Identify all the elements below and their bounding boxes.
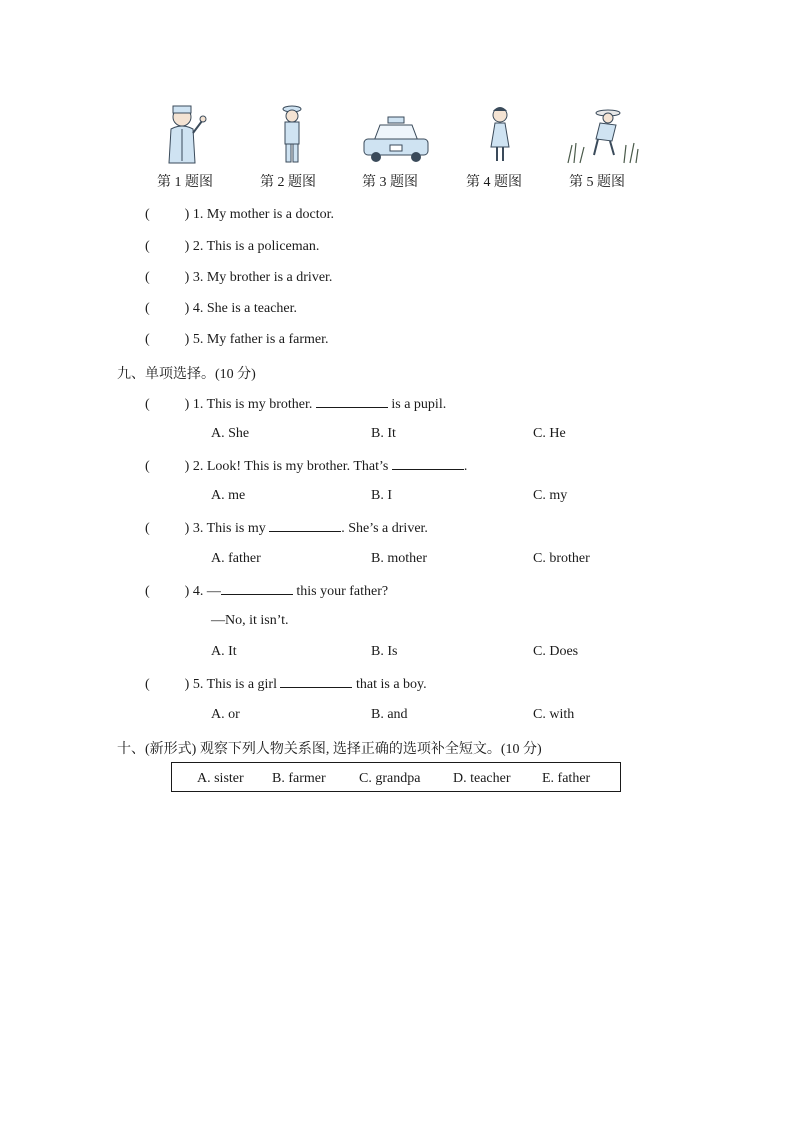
question-text-after: that is a boy. xyxy=(355,677,427,692)
question-text-after: . xyxy=(463,459,468,474)
matching-item-1 xyxy=(145,207,334,223)
figure-caption-5: 第 5 题图 xyxy=(569,175,625,190)
section-10-title: 十、(新形式) 观察下列人物关系图, 选择正确的选项补全短文。(10 分) xyxy=(117,742,542,757)
figure-5 xyxy=(564,103,644,165)
answer-blank[interactable] xyxy=(392,457,464,470)
question-text-after: . She’s a driver. xyxy=(341,521,428,536)
option-b[interactable]: B. and xyxy=(371,707,408,722)
answer-blank[interactable] xyxy=(269,519,341,532)
question-4-answer-line: —No, it isn’t. xyxy=(211,613,289,628)
option-c[interactable]: C. He xyxy=(533,426,566,441)
option-c[interactable]: C. my xyxy=(533,488,568,503)
item-text: My mother is a doctor. xyxy=(206,207,334,222)
question-text-after: this your father? xyxy=(296,584,389,599)
nurse-teacher-icon xyxy=(460,103,540,165)
option-b[interactable]: B. I xyxy=(371,488,392,503)
item-number: ) 3. xyxy=(184,270,204,285)
matching-item-5 xyxy=(145,332,329,348)
matching-item-4 xyxy=(145,301,297,317)
item-text: My brother is a driver. xyxy=(206,270,333,285)
question-5 xyxy=(145,675,427,693)
item-text: My father is a farmer. xyxy=(206,332,329,347)
answer-paren[interactable]: ( xyxy=(145,301,150,316)
figure-3 xyxy=(356,103,436,165)
word-option-a: A. sister xyxy=(197,771,244,786)
answer-paren[interactable]: ( xyxy=(145,332,150,347)
answer-paren[interactable]: ( xyxy=(145,207,150,222)
question-number: ) 5. xyxy=(184,677,204,692)
question-text-before: Look! This is my brother. That’s xyxy=(206,459,389,474)
figure-caption-4: 第 4 题图 xyxy=(466,175,522,190)
policeman-icon xyxy=(252,103,332,165)
question-4 xyxy=(145,582,388,600)
word-option-c: C. grandpa xyxy=(359,771,421,786)
answer-blank[interactable] xyxy=(280,675,352,688)
item-number: ) 2. xyxy=(184,239,204,254)
figure-caption-2: 第 2 题图 xyxy=(260,175,316,190)
question-number: ) 3. xyxy=(184,521,204,536)
figure-1 xyxy=(148,103,228,165)
option-b[interactable]: B. mother xyxy=(371,551,427,566)
question-1 xyxy=(145,395,446,413)
question-number: ) 1. xyxy=(184,397,204,412)
question-text-before: This is my xyxy=(206,521,266,536)
word-bank-box xyxy=(171,762,621,792)
item-text: This is a policeman. xyxy=(206,239,320,254)
option-a[interactable]: A. father xyxy=(211,551,261,566)
question-text-after: is a pupil. xyxy=(391,397,447,412)
option-b[interactable]: B. Is xyxy=(371,644,398,659)
question-text-before: This is a girl xyxy=(206,677,277,692)
option-c[interactable]: C. brother xyxy=(533,551,590,566)
question-2 xyxy=(145,457,467,475)
word-option-d: D. teacher xyxy=(453,771,511,786)
item-number: ) 1. xyxy=(184,207,204,222)
option-b[interactable]: B. It xyxy=(371,426,396,441)
section-9-title: 九、单项选择。(10 分) xyxy=(117,367,256,382)
figure-caption-3: 第 3 题图 xyxy=(362,175,418,190)
farmer-icon xyxy=(564,103,644,165)
item-number: ) 5. xyxy=(184,332,204,347)
option-a[interactable]: A. It xyxy=(211,644,237,659)
figure-caption-1: 第 1 题图 xyxy=(157,175,213,190)
answer-paren[interactable]: ( xyxy=(145,397,150,412)
option-a[interactable]: A. me xyxy=(211,488,246,503)
answer-paren[interactable]: ( xyxy=(145,677,150,692)
question-text-before: — xyxy=(206,584,221,599)
answer-paren[interactable]: ( xyxy=(145,521,150,536)
matching-item-2 xyxy=(145,239,319,255)
option-a[interactable]: A. She xyxy=(211,426,250,441)
answer-paren[interactable]: ( xyxy=(145,459,150,474)
option-a[interactable]: A. or xyxy=(211,707,240,722)
answer-paren[interactable]: ( xyxy=(145,239,150,254)
word-option-b: B. farmer xyxy=(272,771,326,786)
doctor-icon xyxy=(148,103,228,165)
word-option-e: E. father xyxy=(542,771,591,786)
answer-blank[interactable] xyxy=(316,395,388,408)
figure-2 xyxy=(252,103,332,165)
item-text: She is a teacher. xyxy=(206,301,298,316)
answer-paren[interactable]: ( xyxy=(145,270,150,285)
question-number: ) 4. xyxy=(184,584,204,599)
answer-paren[interactable]: ( xyxy=(145,584,150,599)
taxi-icon xyxy=(356,103,436,165)
question-number: ) 2. xyxy=(184,459,204,474)
question-text-before: This is my brother. xyxy=(206,397,313,412)
question-3 xyxy=(145,519,428,537)
option-c[interactable]: C. with xyxy=(533,707,575,722)
figure-4 xyxy=(460,103,540,165)
matching-item-3 xyxy=(145,270,332,286)
answer-blank[interactable] xyxy=(221,582,293,595)
option-c[interactable]: C. Does xyxy=(533,644,579,659)
item-number: ) 4. xyxy=(184,301,204,316)
